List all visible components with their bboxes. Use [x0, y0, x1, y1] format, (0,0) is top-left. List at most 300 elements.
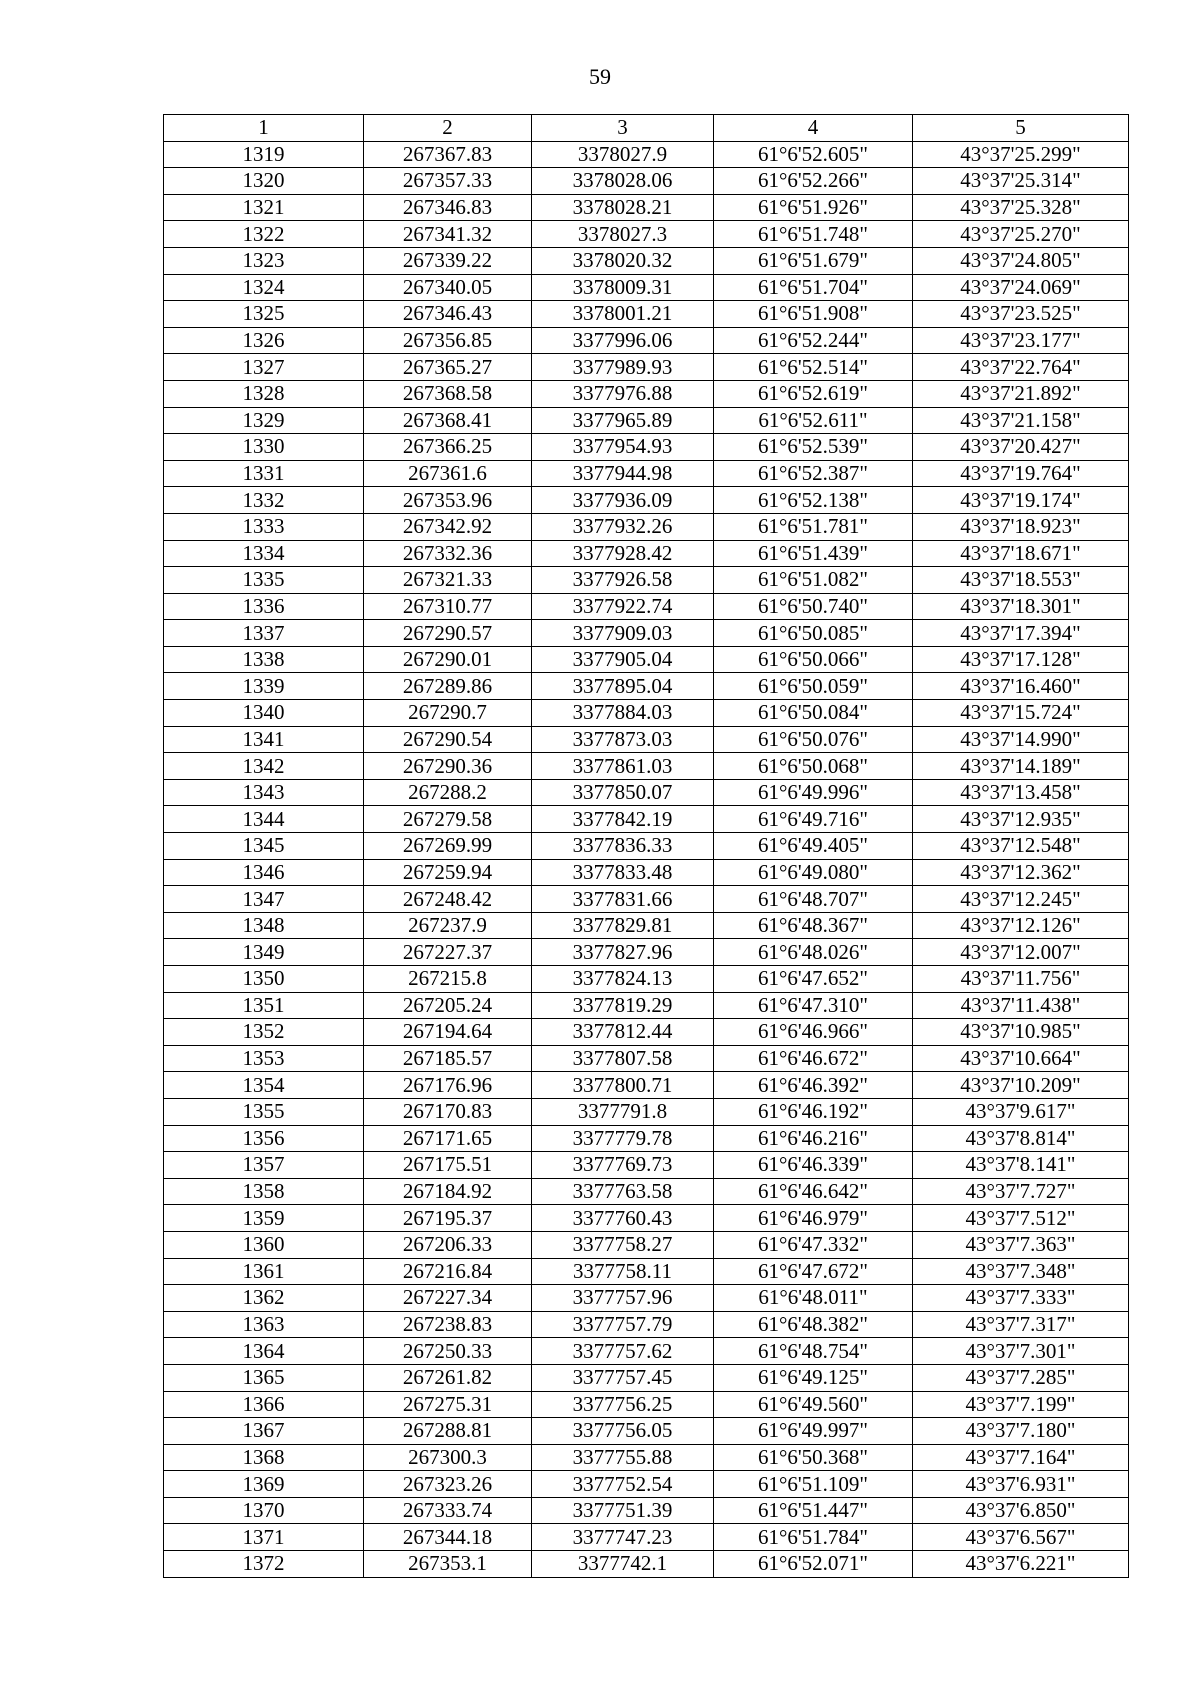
table-row — [164, 1444, 1129, 1471]
y-coordinate-cell: 3377807.58 — [532, 1045, 714, 1072]
point-number-cell: 1355 — [164, 1098, 364, 1125]
latitude-cell: 43°37'7.285" — [913, 1364, 1129, 1391]
longitude-cell: 61°6'48.707" — [714, 886, 913, 913]
table-row — [164, 1471, 1129, 1498]
table-row — [164, 221, 1129, 248]
x-coordinate-cell: 267259.94 — [364, 859, 532, 886]
table-row — [164, 779, 1129, 806]
y-coordinate-cell: 3377769.73 — [532, 1152, 714, 1179]
latitude-cell: 43°37'19.764" — [913, 460, 1129, 487]
point-number-cell: 1319 — [164, 141, 364, 168]
longitude-cell: 61°6'46.216" — [714, 1125, 913, 1152]
header-row — [164, 115, 1129, 142]
longitude-cell: 61°6'51.926" — [714, 194, 913, 221]
table-row — [164, 567, 1129, 594]
longitude-cell: 61°6'49.997" — [714, 1418, 913, 1445]
latitude-cell: 43°37'7.363" — [913, 1231, 1129, 1258]
y-coordinate-cell: 3377800.71 — [532, 1072, 714, 1099]
longitude-cell: 61°6'49.125" — [714, 1364, 913, 1391]
point-number-cell: 1342 — [164, 753, 364, 780]
longitude-cell: 61°6'49.716" — [714, 806, 913, 833]
point-number-cell: 1360 — [164, 1231, 364, 1258]
longitude-cell: 61°6'46.979" — [714, 1205, 913, 1232]
latitude-cell: 43°37'16.460" — [913, 673, 1129, 700]
latitude-cell: 43°37'7.301" — [913, 1338, 1129, 1365]
table-row — [164, 753, 1129, 780]
header-cell-4: 4 — [714, 115, 913, 142]
point-number-cell: 1352 — [164, 1019, 364, 1046]
table-row — [164, 1364, 1129, 1391]
longitude-cell: 61°6'52.266" — [714, 168, 913, 195]
longitude-cell: 61°6'51.109" — [714, 1471, 913, 1498]
table-row — [164, 859, 1129, 886]
table-row — [164, 434, 1129, 461]
y-coordinate-cell: 3378027.3 — [532, 221, 714, 248]
y-coordinate-cell: 3377742.1 — [532, 1551, 714, 1578]
x-coordinate-cell: 267227.37 — [364, 939, 532, 966]
y-coordinate-cell: 3377752.54 — [532, 1471, 714, 1498]
table-row — [164, 513, 1129, 540]
table-row — [164, 1045, 1129, 1072]
longitude-cell: 61°6'49.080" — [714, 859, 913, 886]
latitude-cell: 43°37'8.814" — [913, 1125, 1129, 1152]
table-row — [164, 1072, 1129, 1099]
point-number-cell: 1348 — [164, 912, 364, 939]
latitude-cell: 43°37'6.931" — [913, 1471, 1129, 1498]
y-coordinate-cell: 3377751.39 — [532, 1497, 714, 1524]
point-number-cell: 1351 — [164, 992, 364, 1019]
table-row — [164, 487, 1129, 514]
y-coordinate-cell: 3377905.04 — [532, 646, 714, 673]
y-coordinate-cell: 3377763.58 — [532, 1178, 714, 1205]
point-number-cell: 1334 — [164, 540, 364, 567]
x-coordinate-cell: 267175.51 — [364, 1152, 532, 1179]
point-number-cell: 1336 — [164, 593, 364, 620]
y-coordinate-cell: 3378001.21 — [532, 301, 714, 328]
y-coordinate-cell: 3377827.96 — [532, 939, 714, 966]
y-coordinate-cell: 3377944.98 — [532, 460, 714, 487]
longitude-cell: 61°6'46.966" — [714, 1019, 913, 1046]
y-coordinate-cell: 3377757.96 — [532, 1285, 714, 1312]
latitude-cell: 43°37'10.985" — [913, 1019, 1129, 1046]
point-number-cell: 1328 — [164, 380, 364, 407]
longitude-cell: 61°6'52.619" — [714, 380, 913, 407]
longitude-cell: 61°6'46.672" — [714, 1045, 913, 1072]
table-row — [164, 1098, 1129, 1125]
longitude-cell: 61°6'52.539" — [714, 434, 913, 461]
table-row — [164, 247, 1129, 274]
latitude-cell: 43°37'25.270" — [913, 221, 1129, 248]
longitude-cell: 61°6'48.367" — [714, 912, 913, 939]
y-coordinate-cell: 3377926.58 — [532, 567, 714, 594]
point-number-cell: 1345 — [164, 833, 364, 860]
latitude-cell: 43°37'12.007" — [913, 939, 1129, 966]
table-row — [164, 646, 1129, 673]
header-cell-5: 5 — [913, 115, 1129, 142]
longitude-cell: 61°6'51.082" — [714, 567, 913, 594]
x-coordinate-cell: 267288.2 — [364, 779, 532, 806]
x-coordinate-cell: 267195.37 — [364, 1205, 532, 1232]
x-coordinate-cell: 267310.77 — [364, 593, 532, 620]
y-coordinate-cell: 3377779.78 — [532, 1125, 714, 1152]
point-number-cell: 1341 — [164, 726, 364, 753]
header-cell-3: 3 — [532, 115, 714, 142]
x-coordinate-cell: 267275.31 — [364, 1391, 532, 1418]
y-coordinate-cell: 3377884.03 — [532, 700, 714, 727]
y-coordinate-cell: 3377831.66 — [532, 886, 714, 913]
y-coordinate-cell: 3377757.62 — [532, 1338, 714, 1365]
x-coordinate-cell: 267356.85 — [364, 327, 532, 354]
point-number-cell: 1337 — [164, 620, 364, 647]
latitude-cell: 43°37'25.314" — [913, 168, 1129, 195]
table-row — [164, 1497, 1129, 1524]
latitude-cell: 43°37'6.850" — [913, 1497, 1129, 1524]
y-coordinate-cell: 3377842.19 — [532, 806, 714, 833]
latitude-cell: 43°37'7.317" — [913, 1311, 1129, 1338]
x-coordinate-cell: 267288.81 — [364, 1418, 532, 1445]
x-coordinate-cell: 267368.41 — [364, 407, 532, 434]
table-row — [164, 886, 1129, 913]
latitude-cell: 43°37'7.333" — [913, 1285, 1129, 1312]
x-coordinate-cell: 267340.05 — [364, 274, 532, 301]
point-number-cell: 1323 — [164, 247, 364, 274]
latitude-cell: 43°37'7.348" — [913, 1258, 1129, 1285]
latitude-cell: 43°37'19.174" — [913, 487, 1129, 514]
latitude-cell: 43°37'12.245" — [913, 886, 1129, 913]
y-coordinate-cell: 3377909.03 — [532, 620, 714, 647]
longitude-cell: 61°6'51.908" — [714, 301, 913, 328]
x-coordinate-cell: 267339.22 — [364, 247, 532, 274]
table-row — [164, 992, 1129, 1019]
point-number-cell: 1349 — [164, 939, 364, 966]
y-coordinate-cell: 3377850.07 — [532, 779, 714, 806]
table-row — [164, 380, 1129, 407]
longitude-cell: 61°6'52.071" — [714, 1551, 913, 1578]
y-coordinate-cell: 3378027.9 — [532, 141, 714, 168]
x-coordinate-cell: 267215.8 — [364, 966, 532, 993]
table-row — [164, 1285, 1129, 1312]
latitude-cell: 43°37'11.756" — [913, 966, 1129, 993]
latitude-cell: 43°37'20.427" — [913, 434, 1129, 461]
x-coordinate-cell: 267366.25 — [364, 434, 532, 461]
point-number-cell: 1327 — [164, 354, 364, 381]
longitude-cell: 61°6'50.068" — [714, 753, 913, 780]
x-coordinate-cell: 267261.82 — [364, 1364, 532, 1391]
point-number-cell: 1331 — [164, 460, 364, 487]
table-row — [164, 593, 1129, 620]
table-row — [164, 407, 1129, 434]
longitude-cell: 61°6'46.192" — [714, 1098, 913, 1125]
point-number-cell: 1324 — [164, 274, 364, 301]
point-number-cell: 1347 — [164, 886, 364, 913]
latitude-cell: 43°37'23.177" — [913, 327, 1129, 354]
point-number-cell: 1335 — [164, 567, 364, 594]
longitude-cell: 61°6'51.439" — [714, 540, 913, 567]
longitude-cell: 61°6'51.447" — [714, 1497, 913, 1524]
table-row — [164, 1178, 1129, 1205]
longitude-cell: 61°6'52.244" — [714, 327, 913, 354]
y-coordinate-cell: 3377895.04 — [532, 673, 714, 700]
x-coordinate-cell: 267279.58 — [364, 806, 532, 833]
x-coordinate-cell: 267227.34 — [364, 1285, 532, 1312]
y-coordinate-cell: 3377829.81 — [532, 912, 714, 939]
table-row — [164, 540, 1129, 567]
point-number-cell: 1350 — [164, 966, 364, 993]
latitude-cell: 43°37'6.221" — [913, 1551, 1129, 1578]
point-number-cell: 1372 — [164, 1551, 364, 1578]
table-row — [164, 194, 1129, 221]
x-coordinate-cell: 267323.26 — [364, 1471, 532, 1498]
y-coordinate-cell: 3377757.45 — [532, 1364, 714, 1391]
latitude-cell: 43°37'10.664" — [913, 1045, 1129, 1072]
table-row — [164, 274, 1129, 301]
y-coordinate-cell: 3377756.25 — [532, 1391, 714, 1418]
longitude-cell: 61°6'47.672" — [714, 1258, 913, 1285]
y-coordinate-cell: 3377758.11 — [532, 1258, 714, 1285]
latitude-cell: 43°37'24.069" — [913, 274, 1129, 301]
x-coordinate-cell: 267367.83 — [364, 141, 532, 168]
x-coordinate-cell: 267290.01 — [364, 646, 532, 673]
y-coordinate-cell: 3377836.33 — [532, 833, 714, 860]
y-coordinate-cell: 3377922.74 — [532, 593, 714, 620]
latitude-cell: 43°37'21.158" — [913, 407, 1129, 434]
point-number-cell: 1333 — [164, 513, 364, 540]
latitude-cell: 43°37'10.209" — [913, 1072, 1129, 1099]
longitude-cell: 61°6'46.392" — [714, 1072, 913, 1099]
longitude-cell: 61°6'52.387" — [714, 460, 913, 487]
table-row — [164, 620, 1129, 647]
x-coordinate-cell: 267269.99 — [364, 833, 532, 860]
latitude-cell: 43°37'11.438" — [913, 992, 1129, 1019]
point-number-cell: 1339 — [164, 673, 364, 700]
longitude-cell: 61°6'50.059" — [714, 673, 913, 700]
longitude-cell: 61°6'47.652" — [714, 966, 913, 993]
point-number-cell: 1357 — [164, 1152, 364, 1179]
x-coordinate-cell: 267176.96 — [364, 1072, 532, 1099]
table-row — [164, 1125, 1129, 1152]
longitude-cell: 61°6'50.740" — [714, 593, 913, 620]
point-number-cell: 1353 — [164, 1045, 364, 1072]
latitude-cell: 43°37'18.553" — [913, 567, 1129, 594]
point-number-cell: 1365 — [164, 1364, 364, 1391]
point-number-cell: 1364 — [164, 1338, 364, 1365]
x-coordinate-cell: 267346.83 — [364, 194, 532, 221]
point-number-cell: 1370 — [164, 1497, 364, 1524]
table-row — [164, 1418, 1129, 1445]
table-row — [164, 1205, 1129, 1232]
latitude-cell: 43°37'18.301" — [913, 593, 1129, 620]
longitude-cell: 61°6'47.332" — [714, 1231, 913, 1258]
y-coordinate-cell: 3377812.44 — [532, 1019, 714, 1046]
y-coordinate-cell: 3377791.8 — [532, 1098, 714, 1125]
table-body — [164, 141, 1129, 1577]
y-coordinate-cell: 3377755.88 — [532, 1444, 714, 1471]
point-number-cell: 1366 — [164, 1391, 364, 1418]
latitude-cell: 43°37'6.567" — [913, 1524, 1129, 1551]
x-coordinate-cell: 267353.96 — [364, 487, 532, 514]
x-coordinate-cell: 267206.33 — [364, 1231, 532, 1258]
latitude-cell: 43°37'12.548" — [913, 833, 1129, 860]
table-row — [164, 1231, 1129, 1258]
point-number-cell: 1354 — [164, 1072, 364, 1099]
y-coordinate-cell: 3377758.27 — [532, 1231, 714, 1258]
point-number-cell: 1321 — [164, 194, 364, 221]
table-row — [164, 1391, 1129, 1418]
point-number-cell: 1322 — [164, 221, 364, 248]
y-coordinate-cell: 3377819.29 — [532, 992, 714, 1019]
table-row — [164, 939, 1129, 966]
table-row — [164, 1338, 1129, 1365]
latitude-cell: 43°37'7.180" — [913, 1418, 1129, 1445]
table-row — [164, 141, 1129, 168]
longitude-cell: 61°6'50.066" — [714, 646, 913, 673]
x-coordinate-cell: 267290.7 — [364, 700, 532, 727]
latitude-cell: 43°37'25.328" — [913, 194, 1129, 221]
y-coordinate-cell: 3377928.42 — [532, 540, 714, 567]
x-coordinate-cell: 267170.83 — [364, 1098, 532, 1125]
header-cell-2: 2 — [364, 115, 532, 142]
table-row — [164, 1019, 1129, 1046]
longitude-cell: 61°6'52.514" — [714, 354, 913, 381]
coordinates-table — [163, 114, 1129, 1578]
point-number-cell: 1362 — [164, 1285, 364, 1312]
x-coordinate-cell: 267289.86 — [364, 673, 532, 700]
point-number-cell: 1367 — [164, 1418, 364, 1445]
point-number-cell: 1326 — [164, 327, 364, 354]
point-number-cell: 1332 — [164, 487, 364, 514]
latitude-cell: 43°37'13.458" — [913, 779, 1129, 806]
longitude-cell: 61°6'50.084" — [714, 700, 913, 727]
point-number-cell: 1330 — [164, 434, 364, 461]
table-row — [164, 354, 1129, 381]
table-row — [164, 1311, 1129, 1338]
latitude-cell: 43°37'24.805" — [913, 247, 1129, 274]
latitude-cell: 43°37'12.362" — [913, 859, 1129, 886]
y-coordinate-cell: 3377932.26 — [532, 513, 714, 540]
y-coordinate-cell: 3378028.21 — [532, 194, 714, 221]
y-coordinate-cell: 3377861.03 — [532, 753, 714, 780]
latitude-cell: 43°37'8.141" — [913, 1152, 1129, 1179]
y-coordinate-cell: 3377996.06 — [532, 327, 714, 354]
longitude-cell: 61°6'52.611" — [714, 407, 913, 434]
table-row — [164, 912, 1129, 939]
latitude-cell: 43°37'23.525" — [913, 301, 1129, 328]
x-coordinate-cell: 267353.1 — [364, 1551, 532, 1578]
point-number-cell: 1361 — [164, 1258, 364, 1285]
x-coordinate-cell: 267237.9 — [364, 912, 532, 939]
longitude-cell: 61°6'51.781" — [714, 513, 913, 540]
x-coordinate-cell: 267248.42 — [364, 886, 532, 913]
table-row — [164, 726, 1129, 753]
latitude-cell: 43°37'12.935" — [913, 806, 1129, 833]
x-coordinate-cell: 267250.33 — [364, 1338, 532, 1365]
point-number-cell: 1359 — [164, 1205, 364, 1232]
x-coordinate-cell: 267194.64 — [364, 1019, 532, 1046]
point-number-cell: 1320 — [164, 168, 364, 195]
latitude-cell: 43°37'7.164" — [913, 1444, 1129, 1471]
table-row — [164, 833, 1129, 860]
latitude-cell: 43°37'14.990" — [913, 726, 1129, 753]
point-number-cell: 1371 — [164, 1524, 364, 1551]
x-coordinate-cell: 267344.18 — [364, 1524, 532, 1551]
point-number-cell: 1368 — [164, 1444, 364, 1471]
longitude-cell: 61°6'51.679" — [714, 247, 913, 274]
latitude-cell: 43°37'18.923" — [913, 513, 1129, 540]
x-coordinate-cell: 267300.3 — [364, 1444, 532, 1471]
point-number-cell: 1325 — [164, 301, 364, 328]
latitude-cell: 43°37'17.394" — [913, 620, 1129, 647]
x-coordinate-cell: 267365.27 — [364, 354, 532, 381]
latitude-cell: 43°37'12.126" — [913, 912, 1129, 939]
x-coordinate-cell: 267341.32 — [364, 221, 532, 248]
latitude-cell: 43°37'7.199" — [913, 1391, 1129, 1418]
table-row — [164, 301, 1129, 328]
y-coordinate-cell: 3377757.79 — [532, 1311, 714, 1338]
latitude-cell: 43°37'7.727" — [913, 1178, 1129, 1205]
table-row — [164, 1152, 1129, 1179]
point-number-cell: 1340 — [164, 700, 364, 727]
table-row — [164, 966, 1129, 993]
x-coordinate-cell: 267321.33 — [364, 567, 532, 594]
y-coordinate-cell: 3378020.32 — [532, 247, 714, 274]
table-row — [164, 700, 1129, 727]
longitude-cell: 61°6'51.784" — [714, 1524, 913, 1551]
y-coordinate-cell: 3378009.31 — [532, 274, 714, 301]
table-row — [164, 673, 1129, 700]
x-coordinate-cell: 267238.83 — [364, 1311, 532, 1338]
longitude-cell: 61°6'50.076" — [714, 726, 913, 753]
latitude-cell: 43°37'21.892" — [913, 380, 1129, 407]
longitude-cell: 61°6'50.085" — [714, 620, 913, 647]
latitude-cell: 43°37'9.617" — [913, 1098, 1129, 1125]
point-number-cell: 1338 — [164, 646, 364, 673]
x-coordinate-cell: 267290.54 — [364, 726, 532, 753]
y-coordinate-cell: 3377833.48 — [532, 859, 714, 886]
longitude-cell: 61°6'48.754" — [714, 1338, 913, 1365]
longitude-cell: 61°6'51.748" — [714, 221, 913, 248]
x-coordinate-cell: 267332.36 — [364, 540, 532, 567]
longitude-cell: 61°6'48.026" — [714, 939, 913, 966]
x-coordinate-cell: 267342.92 — [364, 513, 532, 540]
header-cell-1: 1 — [164, 115, 364, 142]
longitude-cell: 61°6'48.382" — [714, 1311, 913, 1338]
y-coordinate-cell: 3377954.93 — [532, 434, 714, 461]
table-row — [164, 1551, 1129, 1578]
latitude-cell: 43°37'14.189" — [913, 753, 1129, 780]
y-coordinate-cell: 3377824.13 — [532, 966, 714, 993]
longitude-cell: 61°6'52.605" — [714, 141, 913, 168]
x-coordinate-cell: 267361.6 — [364, 460, 532, 487]
latitude-cell: 43°37'18.671" — [913, 540, 1129, 567]
page-number: 59 — [589, 64, 611, 89]
x-coordinate-cell: 267357.33 — [364, 168, 532, 195]
longitude-cell: 61°6'50.368" — [714, 1444, 913, 1471]
x-coordinate-cell: 267290.57 — [364, 620, 532, 647]
longitude-cell: 61°6'48.011" — [714, 1285, 913, 1312]
x-coordinate-cell: 267290.36 — [364, 753, 532, 780]
longitude-cell: 61°6'49.405" — [714, 833, 913, 860]
point-number-cell: 1346 — [164, 859, 364, 886]
table-row — [164, 806, 1129, 833]
point-number-cell: 1363 — [164, 1311, 364, 1338]
y-coordinate-cell: 3377756.05 — [532, 1418, 714, 1445]
table-row — [164, 1258, 1129, 1285]
y-coordinate-cell: 3377965.89 — [532, 407, 714, 434]
longitude-cell: 61°6'49.996" — [714, 779, 913, 806]
table-row — [164, 168, 1129, 195]
y-coordinate-cell: 3377873.03 — [532, 726, 714, 753]
x-coordinate-cell: 267368.58 — [364, 380, 532, 407]
